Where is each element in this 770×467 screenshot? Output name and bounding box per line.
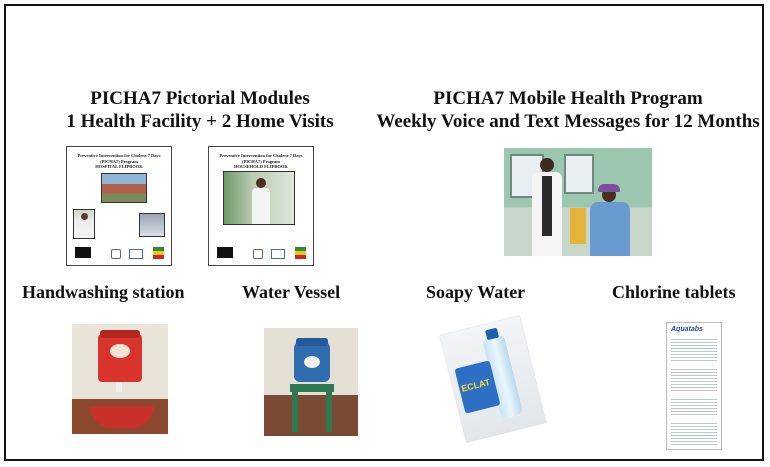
pictorial-title-line1: PICHA7 Pictorial Modules bbox=[90, 88, 310, 109]
partner-logo-icon bbox=[129, 249, 143, 259]
flag-shield-icon bbox=[153, 247, 164, 259]
water-vessel-photo bbox=[264, 328, 358, 436]
partner-logo-icon bbox=[111, 249, 121, 259]
water-vessel-label: Water Vessel bbox=[242, 282, 341, 302]
soapy-water-label: Soapy Water bbox=[426, 282, 526, 302]
mobile-title-line1: PICHA7 Mobile Health Program bbox=[433, 88, 703, 109]
tablet-brand-text: Aquatabs bbox=[671, 326, 703, 333]
mobile-health-heading bbox=[358, 88, 770, 134]
hospital-building-photo bbox=[101, 173, 147, 203]
household-flipbook-cover bbox=[208, 146, 314, 266]
partner-logo-icon bbox=[271, 249, 285, 259]
pictorial-title-line2: 1 Health Facility + 2 Home Visits bbox=[66, 110, 334, 132]
handwashing-station-photo bbox=[72, 324, 168, 434]
chlorine-tablets-photo bbox=[666, 322, 722, 450]
mobile-title-line2: Weekly Voice and Text Messages for 12 Months bbox=[376, 110, 760, 132]
red-basin-icon bbox=[90, 406, 154, 428]
figure-frame bbox=[4, 4, 764, 461]
w-logo-icon bbox=[217, 247, 233, 258]
w-logo-icon bbox=[75, 247, 91, 258]
red-bucket-icon bbox=[98, 334, 142, 382]
pictorial-modules-heading bbox=[30, 88, 370, 134]
hospital-flipbook-cover bbox=[66, 146, 172, 266]
flag-shield-icon bbox=[295, 247, 306, 259]
soapy-water-photo bbox=[440, 316, 546, 443]
hospital-flipbook-title: Preventive Intervention for Cholera 7 Days (PICHA7) Program HOSPITAL FLIPBOOK bbox=[77, 153, 161, 170]
chlorine-tablets-label: Chlorine tablets bbox=[612, 282, 736, 302]
health-worker-photo bbox=[223, 171, 295, 225]
nurse-photo bbox=[73, 209, 95, 239]
soap-brand-text: ECLAT bbox=[460, 376, 492, 394]
household-flipbook-title: Preventive Intervention for Cholera 7 Days (PICHA7) Program HOUSEHOLD FLIPBOOK bbox=[219, 153, 303, 170]
handwashing-station-label: Handwashing station bbox=[22, 282, 185, 302]
bucket-photo bbox=[139, 213, 165, 237]
mobile-health-photo bbox=[504, 148, 652, 256]
partner-logo-icon bbox=[253, 249, 263, 259]
